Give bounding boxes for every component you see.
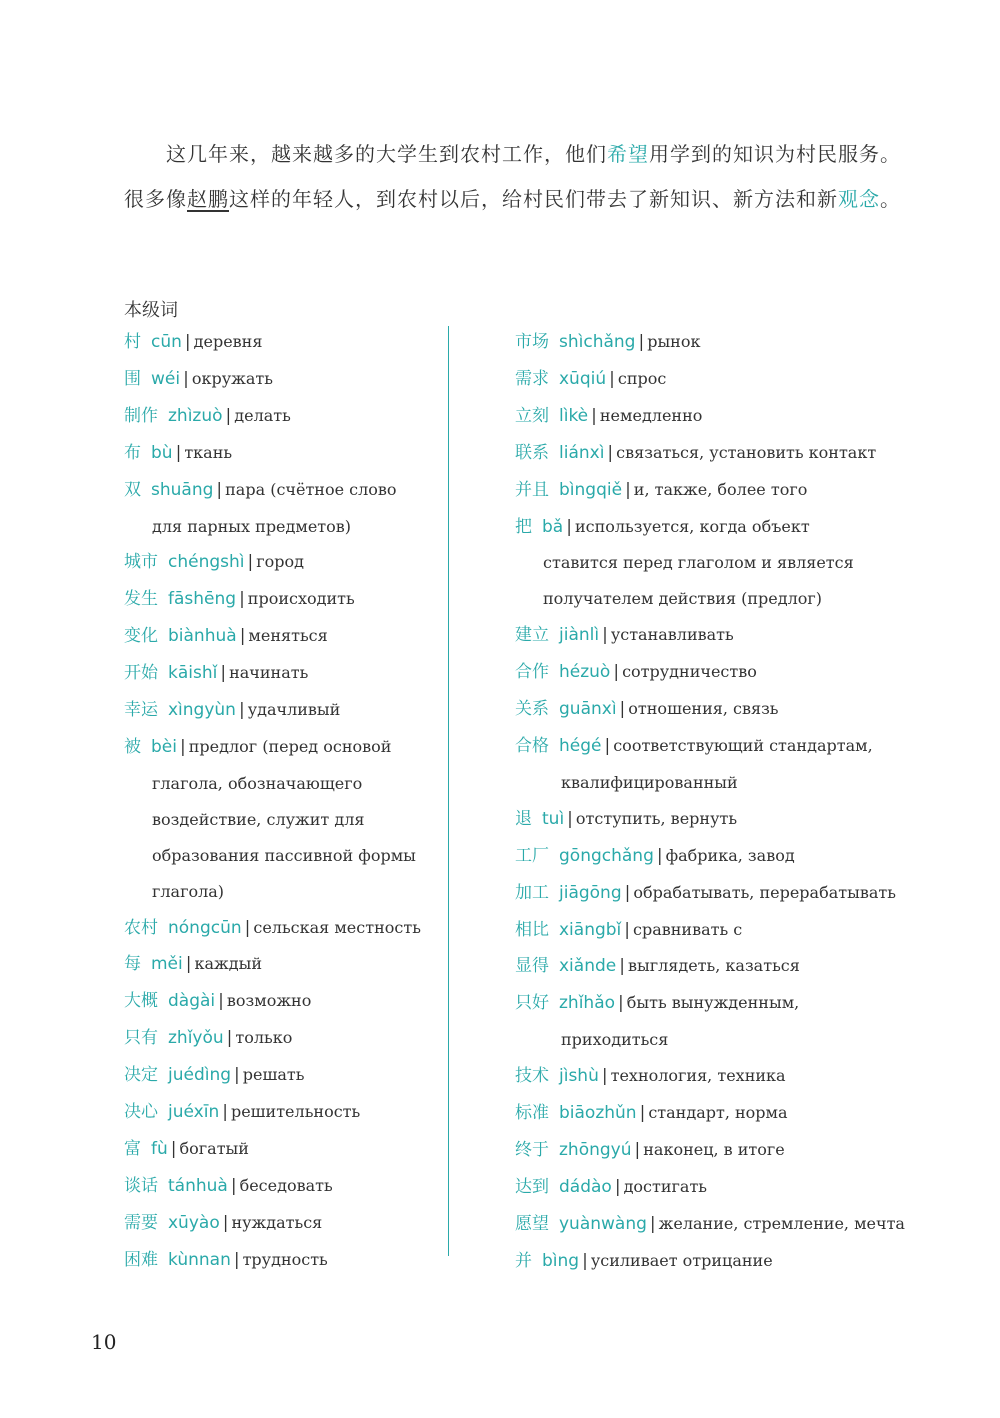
vocab-hanzi: 农村	[124, 917, 158, 938]
vocab-entry	[515, 654, 915, 691]
vocab-hanzi: 并	[515, 1250, 532, 1271]
vocab-hanzi: 被	[124, 736, 141, 757]
vocab-separator: |	[639, 1103, 646, 1124]
vocab-separator: |	[170, 1138, 177, 1159]
vocab-hanzi: 愿望	[515, 1213, 549, 1234]
vocab-separator: |	[619, 956, 625, 977]
vocab-separator: |	[638, 332, 645, 352]
vocab-hanzi: 只有	[124, 1028, 158, 1049]
vocab-pinyin: shuāng	[151, 479, 214, 500]
vocab-translation: возможно	[226, 991, 312, 1011]
vocab-entry	[515, 985, 915, 1058]
vocab-hanzi: 技术	[515, 1066, 549, 1087]
vocab-pinyin: jiànlì	[559, 625, 600, 646]
vocab-pinyin: biànhuà	[168, 626, 237, 647]
vocab-separator: |	[649, 1213, 656, 1234]
vocab-entry	[515, 1206, 915, 1243]
vocab-hanzi: 关系	[515, 699, 549, 720]
vocab-pinyin: hégé	[559, 735, 602, 756]
vocab-pinyin: bèi	[151, 736, 177, 757]
vocab-translation-continued: глагола)	[152, 881, 225, 901]
vocab-pinyin: bǎ	[542, 516, 564, 537]
vocab-translation: быть вынужденным,	[626, 993, 800, 1013]
vocab-translation-continued: приходиться	[561, 1030, 669, 1050]
vocab-entry	[124, 1057, 504, 1094]
vocab-translation: желание, стремление, мечта	[658, 1213, 905, 1233]
vocab-pinyin: jìshù	[559, 1066, 599, 1087]
vocab-translation-continued: для парных предметов)	[152, 516, 352, 536]
vocab-hanzi: 城市	[124, 552, 158, 573]
vocab-translation: соответствующий стандартам,	[613, 735, 873, 755]
vocab-translation: предлог (перед основой	[188, 736, 392, 756]
vocab-translation: удачливый	[247, 700, 341, 720]
vocab-hanzi: 工厂	[515, 845, 549, 866]
vocab-translation-continued: получателем действия (предлог)	[543, 589, 823, 609]
vocab-separator: |	[604, 735, 611, 756]
vocab-translation: и, также, более того	[633, 479, 808, 499]
vocab-pinyin: guānxì	[559, 699, 617, 720]
vocab-hanzi: 大概	[124, 991, 158, 1012]
vocab-translation: сельская местность	[253, 917, 421, 937]
vocab-entry	[515, 691, 915, 728]
vocab-hanzi: 市场	[515, 332, 549, 352]
vocab-separator: |	[624, 882, 631, 903]
vocab-hanzi: 合格	[515, 735, 549, 756]
vocab-hanzi: 立刻	[515, 405, 549, 426]
vocab-translation: наконец, в итоге	[643, 1139, 785, 1159]
vocab-hanzi: 达到	[515, 1176, 549, 1197]
passage-highlight-xiwang: 希望	[607, 142, 649, 166]
vocab-pinyin: chéngshì	[168, 552, 245, 573]
vocab-pinyin: shìchǎng	[559, 332, 636, 352]
vocab-translation-continued: глагола, обозначающего	[152, 773, 363, 793]
vocab-hanzi: 发生	[124, 589, 158, 610]
vocab-separator: |	[618, 993, 624, 1014]
vocab-entry	[515, 838, 915, 875]
vocab-entry	[124, 1242, 504, 1279]
vocab-entry	[515, 509, 915, 618]
vocab-pinyin: kāishǐ	[168, 663, 218, 684]
vocabulary-left-column	[124, 324, 504, 1279]
vocab-separator: |	[625, 479, 631, 500]
vocabulary-right-column	[515, 324, 915, 1280]
vocab-translation: немедленно	[599, 405, 703, 425]
vocab-hanzi: 终于	[515, 1139, 549, 1160]
vocab-entry	[124, 472, 504, 545]
vocab-separator: |	[656, 845, 663, 866]
vocab-translation: деревня	[193, 332, 263, 351]
vocab-hanzi: 退	[515, 808, 532, 829]
vocab-separator: |	[614, 1176, 621, 1197]
vocab-hanzi: 围	[124, 368, 141, 389]
vocab-translation: ткань	[184, 442, 233, 462]
vocab-pinyin: hézuò	[559, 662, 611, 683]
vocab-separator: |	[222, 1102, 228, 1123]
vocab-entry	[124, 946, 504, 983]
vocab-entry	[124, 618, 504, 655]
vocab-entry	[515, 324, 915, 361]
vocab-hanzi: 村	[124, 332, 141, 352]
passage-text-4: 。	[880, 187, 901, 211]
vocab-entry	[124, 361, 504, 398]
vocab-entry	[124, 1205, 504, 1242]
vocab-translation: отношения, связь	[628, 699, 779, 719]
vocab-separator: |	[185, 954, 192, 975]
vocab-separator: |	[218, 991, 224, 1012]
vocab-translation: решать	[242, 1065, 305, 1085]
vocab-entry	[515, 912, 915, 949]
vocab-separator: |	[591, 405, 597, 426]
vocab-translation: устанавливать	[610, 625, 734, 645]
vocab-hanzi: 变化	[124, 626, 158, 647]
vocab-hanzi: 决心	[124, 1102, 158, 1123]
vocab-separator: |	[609, 368, 615, 389]
vocab-separator: |	[179, 736, 186, 757]
vocab-pinyin: juédìng	[168, 1065, 232, 1086]
vocab-entry	[124, 544, 504, 581]
vocab-pinyin: fù	[151, 1138, 168, 1159]
vocab-hanzi: 并且	[515, 479, 549, 500]
vocab-separator: |	[613, 662, 620, 683]
vocab-pinyin: xiǎnde	[559, 956, 617, 977]
vocab-separator: |	[183, 368, 189, 389]
vocab-translation: решительность	[230, 1102, 361, 1122]
vocab-pinyin: tuì	[542, 808, 565, 829]
vocab-separator: |	[216, 479, 223, 500]
vocab-separator: |	[566, 516, 572, 537]
column-divider	[448, 326, 449, 1256]
vocab-entry	[124, 983, 504, 1020]
vocab-translation: беседовать	[239, 1175, 333, 1195]
vocab-translation: связаться, установить контакт	[616, 442, 877, 462]
vocab-entry	[124, 692, 504, 729]
vocab-pinyin: lìkè	[559, 405, 589, 426]
vocab-translation-continued: ставится перед глаголом и является	[543, 553, 854, 573]
vocab-pinyin: bìng	[542, 1250, 580, 1271]
vocab-translation: достигать	[623, 1176, 708, 1196]
page-number: 10	[91, 1330, 117, 1354]
vocab-hanzi: 需求	[515, 368, 549, 389]
vocab-hanzi: 布	[124, 442, 141, 463]
vocab-pinyin: zhǐyǒu	[168, 1028, 224, 1049]
passage-text-3: 这样的年轻人，到农村以后，给村民们带去了新知识、新方法和新	[229, 187, 838, 211]
vocab-translation: каждый	[194, 954, 262, 974]
vocab-entry	[515, 1169, 915, 1206]
vocab-entry	[124, 1168, 504, 1205]
vocab-translation: трудность	[242, 1249, 328, 1269]
vocab-translation: богатый	[179, 1138, 249, 1158]
vocab-translation: происходить	[247, 589, 355, 609]
vocab-hanzi: 建立	[515, 625, 549, 646]
vocab-entry	[124, 655, 504, 692]
vocab-entry	[124, 1094, 504, 1131]
vocab-pinyin: tánhuà	[168, 1175, 228, 1196]
vocab-hanzi: 合作	[515, 662, 549, 683]
vocab-hanzi: 显得	[515, 956, 549, 977]
vocab-separator: |	[244, 917, 251, 938]
vocab-pinyin: nóngcūn	[168, 917, 242, 938]
vocab-entry	[124, 435, 504, 472]
vocabulary-section-title: 本级词	[124, 300, 178, 321]
vocab-separator: |	[634, 1139, 641, 1160]
vocab-pinyin: yuànwàng	[559, 1213, 647, 1234]
vocab-entry	[124, 1020, 504, 1057]
vocab-separator: |	[607, 442, 614, 463]
vocab-pinyin: xūyào	[168, 1212, 220, 1233]
vocab-separator: |	[247, 552, 254, 573]
vocab-translation-continued: квалифицированный	[561, 772, 738, 792]
vocab-pinyin: měi	[151, 954, 183, 975]
vocab-translation: делать	[234, 405, 291, 425]
vocab-hanzi: 联系	[515, 442, 549, 463]
passage-underlined-name: 赵鹏	[187, 187, 229, 211]
vocab-hanzi: 标准	[515, 1103, 549, 1124]
vocab-separator: |	[234, 1065, 240, 1086]
vocab-separator: |	[602, 625, 608, 646]
vocab-separator: |	[239, 589, 245, 610]
passage-text-2: 用学到的知识为村民服务。很多像	[124, 142, 901, 211]
vocab-pinyin: juéxīn	[168, 1102, 220, 1123]
vocab-separator: |	[567, 808, 573, 829]
vocab-translation: усиливает отрицание	[590, 1250, 773, 1270]
vocab-translation: рынок	[647, 332, 701, 351]
vocab-entry	[515, 1132, 915, 1169]
passage-highlight-guannian: 观念	[838, 187, 880, 211]
vocab-pinyin: gōngchǎng	[559, 845, 654, 866]
vocab-hanzi: 幸运	[124, 700, 158, 721]
vocab-entry	[515, 1243, 915, 1280]
vocab-pinyin: zhìzuò	[168, 405, 223, 426]
vocab-hanzi: 困难	[124, 1249, 158, 1270]
vocab-entry	[124, 729, 504, 910]
passage-text-1: 这几年来，越来越多的大学生到农村工作，他们	[166, 142, 607, 166]
vocab-translation: выглядеть, казаться	[627, 956, 800, 976]
vocab-entry	[515, 1095, 915, 1132]
vocab-pinyin: xìngyùn	[168, 700, 236, 721]
vocab-hanzi: 相比	[515, 919, 549, 940]
vocab-entry	[515, 948, 915, 985]
vocab-pinyin: wéi	[151, 368, 181, 389]
vocab-pinyin: bìngqiě	[559, 479, 623, 500]
vocab-hanzi: 双	[124, 479, 141, 500]
vocab-separator: |	[624, 919, 631, 940]
vocab-pinyin: dàgài	[168, 991, 216, 1012]
vocab-translation: обрабатывать, перерабатывать	[633, 882, 896, 902]
vocab-pinyin: biāozhǔn	[559, 1103, 637, 1124]
vocab-separator: |	[222, 1212, 229, 1233]
vocab-hanzi: 制作	[124, 405, 158, 426]
vocab-entry	[515, 875, 915, 912]
vocab-pinyin: zhōngyú	[559, 1139, 632, 1160]
vocab-pinyin: xūqiú	[559, 368, 607, 389]
vocab-separator: |	[220, 663, 227, 684]
vocab-translation: используется, когда объект	[574, 516, 810, 536]
vocab-translation: фабрика, завод	[665, 845, 795, 865]
vocab-separator: |	[619, 699, 626, 720]
vocab-separator: |	[239, 626, 246, 647]
vocab-separator: |	[175, 442, 182, 463]
vocab-hanzi: 加工	[515, 882, 549, 903]
vocab-hanzi: 只好	[515, 993, 549, 1014]
vocab-entry	[515, 435, 915, 472]
vocab-entry	[124, 398, 504, 435]
vocab-translation: спрос	[617, 368, 667, 388]
vocab-translation: начинать	[229, 663, 309, 683]
vocab-pinyin: liánxì	[559, 442, 605, 463]
vocab-hanzi: 富	[124, 1138, 141, 1159]
vocab-separator: |	[225, 405, 232, 426]
vocab-translation: сравнивать с	[633, 919, 743, 939]
vocab-entry	[124, 1131, 504, 1168]
vocab-hanzi: 需要	[124, 1212, 158, 1233]
vocab-entry	[124, 910, 504, 947]
vocab-pinyin: fāshēng	[168, 589, 237, 610]
vocab-entry	[515, 1058, 915, 1095]
vocab-entry	[515, 728, 915, 801]
vocab-hanzi: 把	[515, 516, 532, 537]
vocab-separator: |	[184, 332, 191, 352]
vocab-separator: |	[226, 1028, 233, 1049]
vocab-translation: отступить, вернуть	[575, 808, 738, 828]
vocab-translation: город	[256, 552, 304, 572]
vocab-translation-continued: воздействие, служит для	[152, 809, 365, 829]
vocab-pinyin: bù	[151, 442, 173, 463]
vocab-pinyin: kùnnan	[168, 1249, 231, 1270]
vocab-translation: окружать	[191, 368, 273, 388]
vocab-entry	[124, 581, 504, 618]
vocab-translation: меняться	[248, 626, 328, 646]
vocab-hanzi: 决定	[124, 1065, 158, 1086]
vocab-separator: |	[233, 1249, 240, 1270]
vocab-pinyin: zhǐhǎo	[559, 993, 616, 1014]
vocab-entry	[515, 398, 915, 435]
vocab-separator: |	[601, 1066, 608, 1087]
vocab-separator: |	[582, 1250, 588, 1271]
vocab-translation: стандарт, норма	[648, 1103, 788, 1123]
vocab-translation: нуждаться	[231, 1212, 323, 1232]
vocab-entry	[515, 801, 915, 838]
vocab-translation: только	[235, 1028, 293, 1048]
vocab-entry	[124, 324, 504, 361]
reading-passage	[124, 132, 904, 222]
vocab-pinyin: xiāngbǐ	[559, 919, 622, 940]
vocab-translation: сотрудничество	[622, 662, 757, 682]
vocab-translation: технология, техника	[610, 1066, 786, 1086]
vocab-hanzi: 谈话	[124, 1175, 158, 1196]
vocab-pinyin: dádào	[559, 1176, 612, 1197]
vocab-translation: пара (счётное слово	[225, 479, 397, 499]
vocab-entry	[515, 617, 915, 654]
vocab-pinyin: cūn	[151, 332, 182, 352]
vocab-translation-continued: образования пассивной формы	[152, 845, 416, 865]
vocab-hanzi: 每	[124, 954, 141, 975]
vocab-hanzi: 开始	[124, 663, 158, 684]
vocab-entry	[515, 472, 915, 509]
vocab-separator: |	[230, 1175, 237, 1196]
vocab-pinyin: jiāgōng	[559, 882, 622, 903]
vocab-separator: |	[238, 700, 245, 721]
vocab-entry	[515, 361, 915, 398]
